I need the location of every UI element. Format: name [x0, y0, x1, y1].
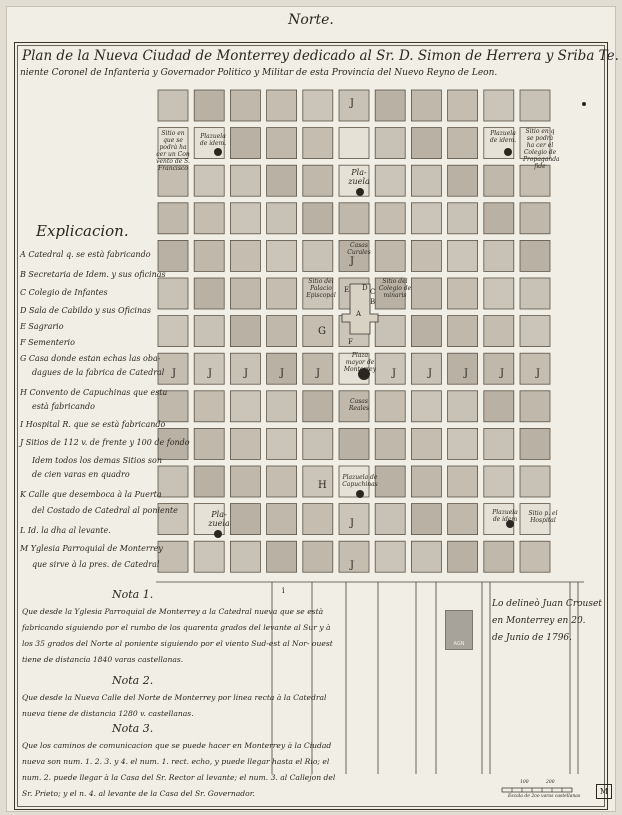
- cathedral-letter-c: C: [370, 288, 376, 296]
- city-block: [194, 428, 224, 459]
- city-block: [230, 391, 260, 422]
- scale-label-200: 200: [546, 780, 555, 785]
- city-block: [303, 541, 333, 572]
- city-block: [194, 240, 224, 271]
- city-block: [194, 541, 224, 572]
- block-label-j: J: [500, 368, 505, 379]
- block-grid: [158, 90, 550, 572]
- nota-1-text: Que desde la Yglesia Parroquial de Monterrey a la Catedral nueva que se està fabricando siguiendo por el rumbo de los quarenta grados del levante al Sur y à los 35 grados del Norte al poniente siguiendo por el viento Sud-est al Nor- ouest tiene de distancia 1840 varas castellanas.: [22, 607, 333, 664]
- legend-item: C Colegio de Infantes: [20, 288, 108, 297]
- city-block: [303, 128, 333, 159]
- city-block: [520, 391, 550, 422]
- city-block: [267, 240, 297, 271]
- city-block: [230, 504, 260, 535]
- city-block: [230, 203, 260, 234]
- city-block: [375, 90, 405, 121]
- cathedral-letter-b: B: [370, 298, 376, 306]
- city-block: [484, 165, 514, 196]
- city-block: [520, 466, 550, 497]
- city-block: [267, 165, 297, 196]
- legend-item: G Casa donde estan echas las oba-: [20, 354, 161, 363]
- block-label-sitio-hospital: Sitio p. el Hospital: [528, 510, 558, 524]
- city-block: [520, 240, 550, 271]
- block-label-j: J: [350, 98, 355, 109]
- city-block: [267, 316, 297, 347]
- city-block: [448, 165, 478, 196]
- city-block: [303, 203, 333, 234]
- city-block: [411, 541, 441, 572]
- legend-item: M Yglesia Parroquial de Monterrey: [20, 544, 163, 553]
- city-block: [375, 391, 405, 422]
- legend-title: Explicacion.: [36, 222, 129, 240]
- signature-line-2: en Monterrey en 20.: [492, 616, 586, 626]
- signature-block: [492, 596, 602, 647]
- block-label-plazuela-north: Pla- zuela: [348, 168, 370, 186]
- city-block: [375, 240, 405, 271]
- city-block: [448, 504, 478, 535]
- block-label-sitio-san-francisco: Sitio en que se podrà ha cer un Con vento de S. Francisco: [156, 130, 190, 172]
- plaza-dot: [356, 490, 364, 498]
- block-label-j: J: [350, 256, 355, 267]
- map-title: Plan de la Nueva Ciudad de Monterrey dedicado al Sr. D. Simon de Herrera y Sriba Te.: [22, 48, 619, 64]
- legend-item: B Secretaria de Idem. y sus oficinas: [20, 270, 166, 279]
- city-block: [194, 391, 224, 422]
- city-block: [375, 316, 405, 347]
- plaza-dot: [214, 530, 222, 538]
- city-block: [411, 466, 441, 497]
- nota-1-title: Nota 1.: [112, 588, 154, 601]
- signature-line-1: Lo delineò Juan Crouset: [492, 599, 602, 609]
- legend-item: dagues de la fabrica de Catedral: [32, 368, 165, 377]
- city-block: [520, 278, 550, 309]
- city-block: [484, 203, 514, 234]
- scale-label-100: 100: [520, 780, 529, 785]
- city-block: [230, 128, 260, 159]
- city-block: [484, 316, 514, 347]
- city-block: [339, 128, 369, 159]
- city-block: [448, 353, 478, 384]
- legend-item: que sirve à la pres. de Catedral: [32, 560, 160, 569]
- city-block: [230, 240, 260, 271]
- city-block: [375, 541, 405, 572]
- city-block: [411, 90, 441, 121]
- city-block: [230, 428, 260, 459]
- city-block: [520, 90, 550, 121]
- city-block: [411, 504, 441, 535]
- block-label-plazuela-sw: Pla- zuela: [208, 510, 230, 528]
- city-block: [448, 240, 478, 271]
- city-block: [375, 353, 405, 384]
- city-block: [448, 428, 478, 459]
- city-block: [484, 90, 514, 121]
- city-block: [267, 128, 297, 159]
- block-label-j: J: [464, 368, 469, 379]
- city-block: [411, 428, 441, 459]
- signature-line-3: de Junio de 1796.: [492, 633, 573, 643]
- city-block: [303, 165, 333, 196]
- city-block: [448, 541, 478, 572]
- city-block: [230, 90, 260, 121]
- legend-item: A Catedral q. se està fabricando: [20, 250, 151, 259]
- block-label-casas-curales: Casas Curales: [347, 242, 371, 256]
- legend-item: H Convento de Capuchinas que esta: [20, 388, 168, 397]
- block-label-j: J: [350, 518, 355, 529]
- cathedral-letter-e: E: [344, 286, 350, 294]
- city-block: [230, 466, 260, 497]
- city-block: [484, 353, 514, 384]
- city-block: [520, 428, 550, 459]
- city-block: [375, 203, 405, 234]
- city-block: [267, 466, 297, 497]
- map-sheet: [6, 6, 619, 812]
- legend-item: J Sitios de 112 v. de frente y 100 de fondo: [20, 438, 190, 447]
- city-block: [158, 316, 188, 347]
- city-block: [520, 316, 550, 347]
- block-label-g: G: [318, 326, 326, 337]
- city-block: [158, 203, 188, 234]
- legend-item: està fabricando: [32, 402, 95, 411]
- block-label-j: J: [208, 368, 213, 379]
- city-block: [484, 240, 514, 271]
- legend-item: L Id. la dha al levante.: [20, 526, 111, 535]
- nota-3-title: Nota 3.: [112, 722, 154, 735]
- city-block: [484, 391, 514, 422]
- city-block: [339, 428, 369, 459]
- block-label-plazuela-nw: Plazuela de idem.: [199, 133, 227, 147]
- plaza-dot: [214, 148, 222, 156]
- scale-caption: Escala de 2oo varas castellanas: [508, 794, 581, 799]
- city-block: [411, 391, 441, 422]
- city-block: [194, 165, 224, 196]
- city-block: [375, 128, 405, 159]
- north-label: Norte.: [288, 12, 334, 28]
- legend-item: del Costado de Catedral al poniente: [32, 506, 178, 515]
- city-block: [411, 128, 441, 159]
- city-block: [375, 466, 405, 497]
- nota-2-text: Que desde la Nueva Calle del Norte de Monterrey por linea recta à la Catedral nueva tiene de distancia 1280 v. castellanas.: [22, 693, 327, 718]
- city-block: [448, 316, 478, 347]
- block-label-j: J: [392, 368, 397, 379]
- cathedral-letter-f: F: [348, 338, 353, 346]
- city-block: [158, 240, 188, 271]
- edge-dot: [582, 102, 586, 106]
- city-block: [267, 278, 297, 309]
- city-block: [267, 504, 297, 535]
- block-label-casas-reales: Casas Reales: [348, 398, 370, 412]
- city-block: [230, 278, 260, 309]
- block-label-i: i: [282, 586, 285, 595]
- block-label-colegio: Sitio del Colegio de minaris: [378, 278, 412, 299]
- city-block: [448, 466, 478, 497]
- city-block: [230, 165, 260, 196]
- city-block: [267, 90, 297, 121]
- archive-stamp: [445, 610, 473, 650]
- city-block: [303, 240, 333, 271]
- city-block: [411, 316, 441, 347]
- city-block: [303, 391, 333, 422]
- city-block: [411, 165, 441, 196]
- city-block: [194, 203, 224, 234]
- city-block: [484, 278, 514, 309]
- cathedral-letter-a: A: [356, 310, 362, 318]
- city-block: [194, 278, 224, 309]
- city-block: [158, 278, 188, 309]
- plaza-dot: [504, 148, 512, 156]
- city-block: [520, 203, 550, 234]
- city-block: [520, 353, 550, 384]
- city-block: [484, 466, 514, 497]
- city-block: [484, 428, 514, 459]
- block-label-h: H: [318, 480, 327, 491]
- block-label-plazuela-ne: Plazuela de idem.: [489, 130, 517, 144]
- city-block: [411, 278, 441, 309]
- block-label-sitio-propaganda: Sitio en q se podrà ha cer el Colegio de Propaganda fide: [523, 128, 560, 170]
- city-block: [411, 240, 441, 271]
- nota-2-title: Nota 2.: [112, 674, 154, 687]
- legend-item: D Sala de Cabildo y sus Oficinas: [20, 306, 152, 315]
- scale-bar: [502, 788, 572, 792]
- legend-item: Idem todos los demas Sitios son: [32, 456, 162, 465]
- block-label-plazuela-se: Plazuela de idem: [492, 509, 518, 523]
- city-block: [194, 466, 224, 497]
- block-label-j: J: [316, 368, 321, 379]
- city-block: [375, 504, 405, 535]
- block-label-j: J: [536, 368, 541, 379]
- block-label-j: J: [428, 368, 433, 379]
- legend-item: E Sagrario: [20, 322, 64, 331]
- legend-item: K Calle que desemboca à la Puerta: [20, 490, 162, 499]
- block-label-j: J: [172, 368, 177, 379]
- city-block: [267, 541, 297, 572]
- city-block: [339, 203, 369, 234]
- city-block: [448, 391, 478, 422]
- block-label-plaza-mayor: Plaza mayor de Monterrey: [343, 352, 377, 373]
- city-block: [375, 428, 405, 459]
- city-block: [520, 541, 550, 572]
- block-label-plazuela-capuchinas: Plazuela de Capuchinas: [342, 474, 378, 488]
- city-block: [448, 203, 478, 234]
- block-label-j: J: [280, 368, 285, 379]
- legend-item: F Sementerio: [20, 338, 75, 347]
- city-block: [375, 165, 405, 196]
- nota-3-text: Que los caminos de comunicacion que se puede hacer en Monterrey à la Ciudad nueva son num. 1. 2. 3. y 4. el num. 1. rect. echo, y puede llegar hasta el Rio; el num. 2. puede llegar à la Casa del Sr. Rector al levante; el num. 3. al Callejon del Sr. Prieto; y el n. 4. al levante de la Casa del Sr. Governador.: [22, 741, 336, 798]
- city-block: [448, 128, 478, 159]
- city-block: [411, 203, 441, 234]
- block-label-j: J: [350, 560, 355, 571]
- map-title-line-2: niente Coronel de Infanteria y Governador Politico y Militar de esta Provincia del Nuevo Reyno de Leon.: [20, 68, 498, 78]
- city-block: [448, 278, 478, 309]
- city-block: [267, 428, 297, 459]
- city-block: [158, 90, 188, 121]
- city-block: [267, 203, 297, 234]
- stamp-label: AGN: [453, 641, 465, 647]
- city-block: [303, 428, 333, 459]
- block-label-palacio-episcopal: Sitio del Palacio Episcopal: [306, 278, 336, 299]
- corner-mark: M: [596, 784, 612, 799]
- city-block: [194, 316, 224, 347]
- city-block: [267, 391, 297, 422]
- city-block: [411, 353, 441, 384]
- city-block: [303, 504, 333, 535]
- city-block: [303, 90, 333, 121]
- city-block: [448, 90, 478, 121]
- city-block: [230, 316, 260, 347]
- city-block: [230, 541, 260, 572]
- cathedral-letter-d: D: [362, 284, 368, 292]
- city-block: [194, 90, 224, 121]
- plaza-dot: [356, 188, 364, 196]
- legend-item: I Hospital R. que se està fabricando: [20, 420, 166, 429]
- legend-item: de cien varas en quadro: [32, 470, 130, 479]
- city-block: [158, 466, 188, 497]
- block-label-j: J: [244, 368, 249, 379]
- city-block: [484, 541, 514, 572]
